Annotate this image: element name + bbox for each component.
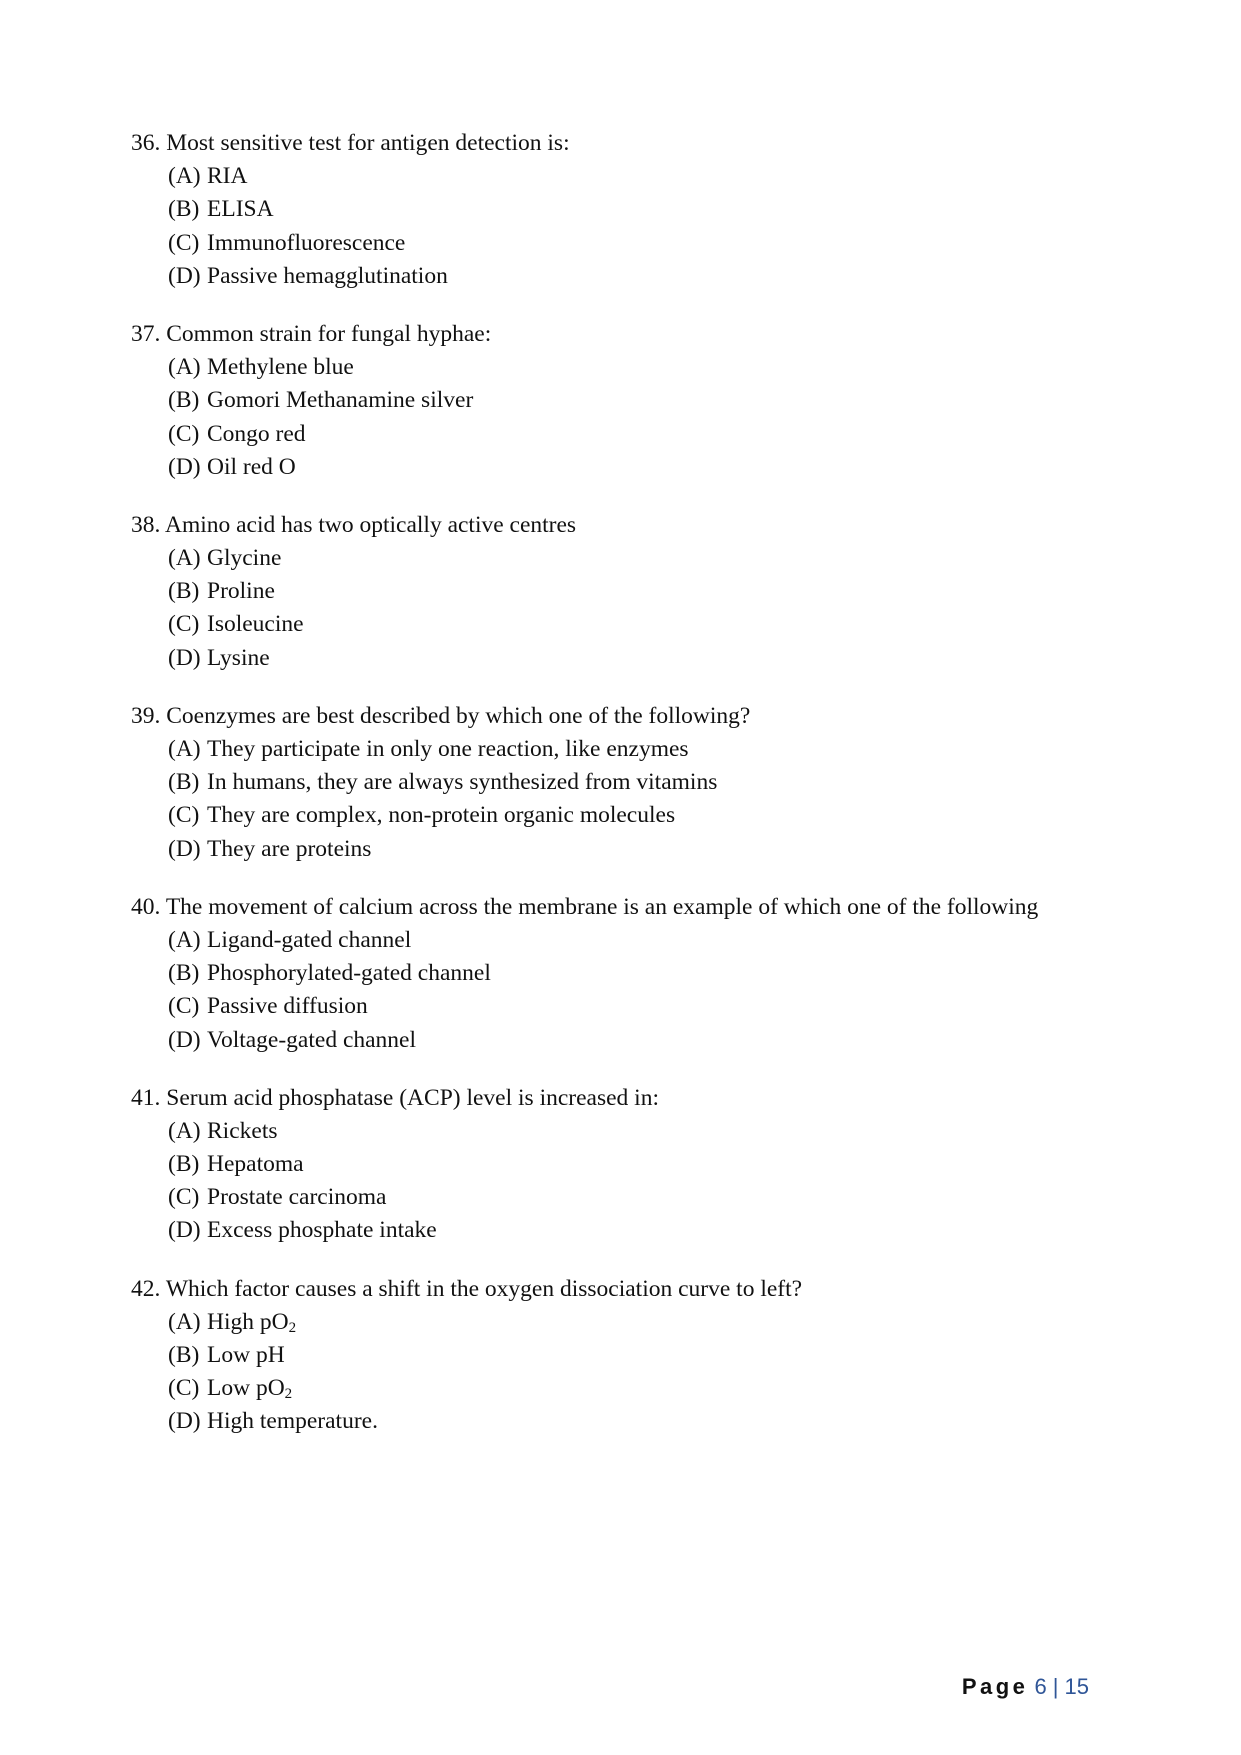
option-text: ELISA <box>207 196 274 223</box>
option-text: High temperature. <box>207 1408 378 1435</box>
option-d <box>131 1405 1131 1438</box>
option-label: (A) <box>168 354 201 381</box>
option-d <box>131 1214 1131 1247</box>
option-label: (C) <box>168 993 200 1020</box>
question-number: 37. <box>131 320 161 347</box>
option-text: Passive diffusion <box>207 993 368 1020</box>
option-c <box>131 1181 1131 1214</box>
option-d <box>131 260 1131 293</box>
option-label: (B) <box>168 1342 200 1368</box>
option-label: (C) <box>168 611 200 638</box>
option-b <box>131 766 1131 799</box>
option-list <box>131 351 1131 484</box>
subscript: 2 <box>284 1386 293 1403</box>
question-text: Amino acid has two optically active centres <box>164 511 577 538</box>
option-text: Excess phosphate intake <box>207 1217 437 1244</box>
option-text: In humans, they are always synthesized from vitamins <box>207 769 718 796</box>
option-c <box>131 799 1131 832</box>
option-label: (B) <box>168 578 200 605</box>
option-text: High pO <box>207 1308 289 1335</box>
question-stem <box>131 1082 1131 1115</box>
option-label: (A) <box>168 736 201 762</box>
option-label: (B) <box>168 387 200 414</box>
option-text: They are complex, non-protein organic molecules <box>207 802 676 829</box>
option-b <box>131 1148 1131 1181</box>
option-label: (D) <box>168 644 201 671</box>
question-number: 40. <box>131 893 161 920</box>
question-text: Which factor causes a shift in the oxygen dissociation curve to left? <box>165 1275 803 1302</box>
option-text: Low pO <box>207 1375 285 1402</box>
option-b <box>131 384 1131 417</box>
question-text: Serum acid phosphatase (ACP) level is increased in: <box>166 1084 659 1111</box>
option-a <box>131 351 1131 384</box>
page-footer <box>962 1673 1089 1701</box>
option-c <box>131 608 1131 641</box>
question-number: 42. <box>131 1275 161 1302</box>
option-a <box>131 924 1131 957</box>
subscript: 2 <box>288 1319 297 1336</box>
question-41 <box>131 1082 1131 1248</box>
option-d <box>131 1024 1131 1057</box>
option-label: (B) <box>168 196 200 223</box>
option-text: Lysine <box>207 644 270 671</box>
question-stem <box>131 1273 1131 1306</box>
question-38 <box>131 509 1131 675</box>
option-d <box>131 451 1131 484</box>
page-label: Page <box>961 1674 1029 1699</box>
option-text: Hepatoma <box>207 1151 304 1178</box>
option-label: (D) <box>168 1217 201 1244</box>
question-number: 36. <box>131 130 161 156</box>
option-label: (A) <box>168 1308 201 1335</box>
option-a <box>131 1306 1131 1339</box>
option-c <box>131 227 1131 260</box>
question-40 <box>131 891 1131 1057</box>
option-label: (D) <box>168 453 201 480</box>
option-label: (D) <box>168 835 201 862</box>
total-pages: 15 <box>1064 1674 1089 1699</box>
page-number: 6 <box>1034 1674 1047 1699</box>
question-number: 41. <box>131 1084 161 1111</box>
question-text: Coenzymes are best described by which one of the following? <box>166 702 751 729</box>
question-text: The movement of calcium across the membrane is an example of which one of the following <box>165 893 1039 920</box>
option-b <box>131 193 1131 226</box>
question-list <box>131 127 1131 1464</box>
option-d <box>131 833 1131 866</box>
option-list <box>131 160 1131 293</box>
option-list <box>131 1306 1131 1439</box>
option-a <box>131 733 1131 766</box>
option-text: Methylene blue <box>207 354 354 381</box>
option-text: Rickets <box>207 1117 278 1144</box>
option-text: Congo red <box>207 420 306 447</box>
option-label: (A) <box>168 545 201 572</box>
option-label: (A) <box>168 1117 201 1144</box>
option-b <box>131 1339 1131 1372</box>
option-text: Voltage-gated channel <box>207 1026 417 1053</box>
option-c <box>131 1372 1131 1405</box>
option-text: Immunofluorescence <box>207 229 406 256</box>
option-a <box>131 542 1131 575</box>
question-39 <box>131 700 1131 866</box>
question-text: Most sensitive test for antigen detection is: <box>166 130 570 156</box>
option-text: Ligand-gated channel <box>207 926 412 953</box>
question-number: 38. <box>131 511 161 538</box>
option-text: Gomori Methanamine silver <box>207 387 474 414</box>
option-text: Isoleucine <box>207 611 304 638</box>
option-d <box>131 642 1131 675</box>
option-c <box>131 990 1131 1023</box>
option-label: (D) <box>168 262 201 289</box>
option-label: (C) <box>168 802 200 829</box>
option-label: (C) <box>168 229 200 256</box>
option-list <box>131 1115 1131 1248</box>
option-text: RIA <box>207 163 248 190</box>
question-36 <box>131 127 1131 293</box>
option-label: (D) <box>168 1026 201 1053</box>
page-separator: | <box>1052 1674 1059 1699</box>
option-text: They participate in only one reaction, like enzymes <box>207 736 689 762</box>
option-label: (B) <box>168 1151 200 1178</box>
question-stem <box>131 318 1131 351</box>
option-c <box>131 418 1131 451</box>
question-text: Common strain for fungal hyphae: <box>166 320 492 347</box>
option-label: (C) <box>168 420 200 447</box>
option-list <box>131 733 1131 866</box>
option-label: (A) <box>168 926 201 953</box>
option-label: (C) <box>168 1184 200 1211</box>
question-42 <box>131 1273 1131 1439</box>
option-a <box>131 1115 1131 1148</box>
option-text: They are proteins <box>207 835 372 862</box>
option-text: Oil red O <box>207 453 296 480</box>
option-list <box>131 542 1131 675</box>
option-label: (D) <box>168 1408 201 1435</box>
option-b <box>131 957 1131 990</box>
option-text: Glycine <box>207 545 282 572</box>
option-text: Passive hemagglutination <box>207 262 448 289</box>
option-b <box>131 575 1131 608</box>
option-label: (B) <box>168 769 200 796</box>
option-a <box>131 160 1131 193</box>
option-label: (B) <box>168 960 200 987</box>
question-number: 39. <box>131 702 161 729</box>
option-label: (A) <box>168 163 201 190</box>
option-text: Proline <box>207 578 275 605</box>
option-label: (C) <box>168 1375 200 1402</box>
question-37 <box>131 318 1131 484</box>
question-stem <box>131 509 1131 542</box>
question-stem <box>131 127 1131 160</box>
option-text: Phosphorylated-gated channel <box>207 960 491 987</box>
question-stem <box>131 700 1131 733</box>
option-text: Low pH <box>207 1342 285 1368</box>
option-text: Prostate carcinoma <box>207 1184 387 1211</box>
question-stem <box>131 891 1131 924</box>
option-list <box>131 924 1131 1057</box>
